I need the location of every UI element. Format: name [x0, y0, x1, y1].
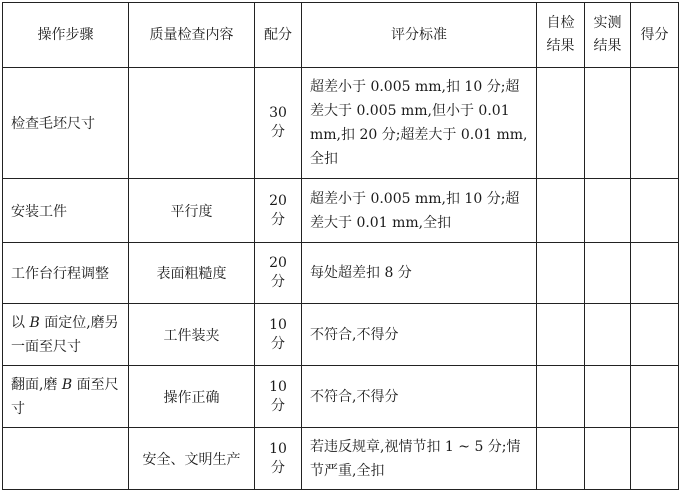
got-cell	[631, 243, 679, 304]
step-cell: 安装工件	[3, 179, 129, 243]
step-cell: 工作台行程调整	[3, 243, 129, 304]
standard-cell: 超差小于 0.005 mm,扣 10 分;超差大于 0.01 mm,全扣	[302, 179, 537, 243]
score-cell: 10 分	[255, 428, 302, 490]
standard-cell: 不符合,不得分	[302, 304, 537, 366]
header-row	[3, 3, 679, 68]
got-cell	[631, 428, 679, 490]
got-cell	[631, 68, 679, 179]
content-cell: 安全、文明生产	[129, 428, 255, 490]
measured-cell	[585, 68, 631, 179]
step-text-post: 面定位,磨另一面至尺寸	[11, 314, 119, 355]
self-check-cell	[537, 68, 585, 179]
standard-cell: 超差小于 0.005 mm,扣 10 分;超差大于 0.005 mm,但小于 0.01 mm,扣 20 分;超差大于 0.01 mm,全扣	[302, 68, 537, 179]
table-row	[3, 179, 679, 243]
score-cell: 30 分	[255, 68, 302, 179]
header-score: 配分	[255, 3, 302, 68]
self-check-cell	[537, 243, 585, 304]
score-cell: 20 分	[255, 243, 302, 304]
measured-cell	[585, 304, 631, 366]
table-row	[3, 243, 679, 304]
header-step: 操作步骤	[3, 3, 129, 68]
step-text-pre: 以	[11, 314, 30, 331]
step-cell: 检查毛坯尺寸	[3, 68, 129, 179]
header-got: 得分	[631, 3, 679, 68]
content-cell: 操作正确	[129, 366, 255, 428]
got-cell	[631, 179, 679, 243]
table-row	[3, 68, 679, 179]
score-cell: 20 分	[255, 179, 302, 243]
step-cell	[3, 366, 129, 428]
content-cell	[129, 68, 255, 179]
self-check-cell	[537, 366, 585, 428]
measured-cell	[585, 243, 631, 304]
header-standard: 评分标准	[302, 3, 537, 68]
table-row	[3, 428, 679, 490]
header-content: 质量检查内容	[129, 3, 255, 68]
got-cell	[631, 366, 679, 428]
content-cell: 工件装夹	[129, 304, 255, 366]
self-check-cell	[537, 179, 585, 243]
step-text-post: 面至尺寸	[11, 376, 119, 417]
self-check-cell	[537, 304, 585, 366]
self-check-cell	[537, 428, 585, 490]
scoring-table	[2, 2, 679, 490]
header-self-check: 自检结果	[537, 3, 585, 68]
score-cell: 10 分	[255, 366, 302, 428]
table-row	[3, 304, 679, 366]
step-cell	[3, 428, 129, 490]
got-cell	[631, 304, 679, 366]
measured-cell	[585, 179, 631, 243]
content-cell: 表面粗糙度	[129, 243, 255, 304]
standard-cell: 若违反规章,视情节扣 1 ~ 5 分;情节严重,全扣	[302, 428, 537, 490]
step-text-italic: B	[29, 314, 40, 331]
measured-cell	[585, 428, 631, 490]
content-cell: 平行度	[129, 179, 255, 243]
header-measured: 实测结果	[585, 3, 631, 68]
standard-cell: 不符合,不得分	[302, 366, 537, 428]
measured-cell	[585, 366, 631, 428]
step-cell	[3, 304, 129, 366]
table-row	[3, 366, 679, 428]
standard-cell: 每处超差扣 8 分	[302, 243, 537, 304]
score-cell: 10 分	[255, 304, 302, 366]
step-text-italic: B	[61, 376, 73, 393]
step-text-pre: 翻面,磨	[11, 376, 62, 393]
